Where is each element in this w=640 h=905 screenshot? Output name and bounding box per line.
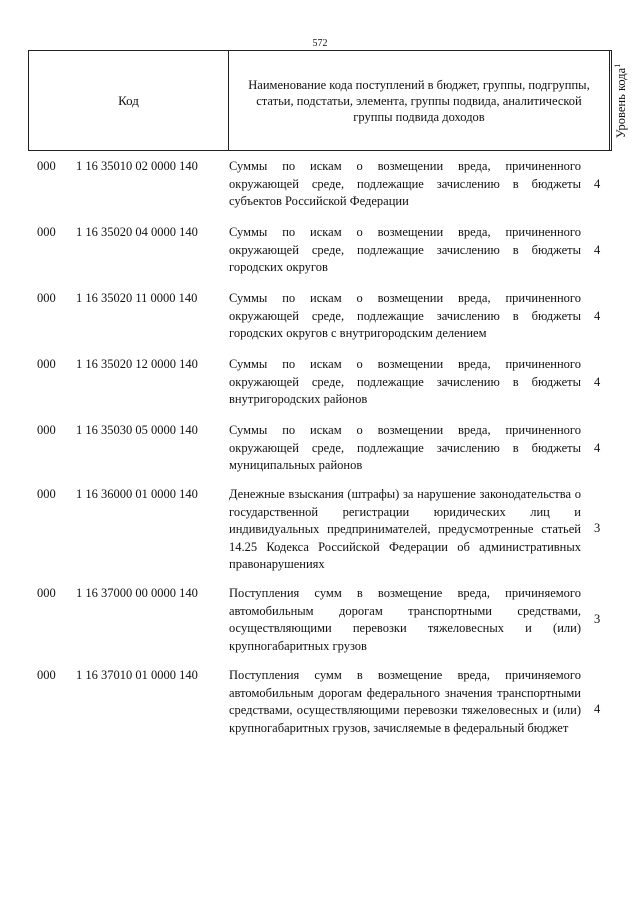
row-description: Суммы по искам о возмещении вреда, причиненного окружающей среде, подлежащие зачислению в бюджеты субъектов Российской Федерации <box>229 159 581 208</box>
header-level-label: Уровень кода <box>614 67 629 138</box>
header-code: Код <box>29 51 229 150</box>
row-level: 4 <box>594 177 601 191</box>
header-level <box>610 51 632 150</box>
row-budget-code: 1 16 36000 01 0000 140 <box>76 487 198 501</box>
header-name: Наименование кода поступлений в бюджет, группы, подгруппы, статьи, подстатьи, элемента, группы подвида, аналитической группы подвида доходов <box>229 51 610 150</box>
row-description: Денежные взыскания (штрафы) за нарушение законодательства о государственной регистрации юридических лиц и индивидуальных предпринимателей, предусмотренные статьей 14.25 Кодекса Российской Федерации об административных правонарушениях <box>229 487 581 571</box>
page-number: 572 <box>312 38 328 49</box>
row-level: 4 <box>594 441 601 455</box>
row-admin-code: 000 <box>37 668 56 682</box>
row-level: 4 <box>594 243 601 257</box>
row-admin-code: 000 <box>37 423 56 437</box>
row-level: 4 <box>594 375 601 389</box>
header-level-text <box>613 63 629 137</box>
row-admin-code: 000 <box>37 159 56 173</box>
row-level: 4 <box>594 702 601 716</box>
row-budget-code: 1 16 37010 01 0000 140 <box>76 668 198 682</box>
row-budget-code: 1 16 35010 02 0000 140 <box>76 159 198 173</box>
row-description: Суммы по искам о возмещении вреда, причиненного окружающей среде, подлежащие зачислению в бюджеты муниципальных районов <box>229 423 581 472</box>
row-description: Поступления сумм в возмещение вреда, причиняемого автомобильным дорогам федерального значения транспортными средствами, осуществляющими перевозки тяжеловесных и (или) крупногабаритных грузов, зачисляемые в федеральный бюджет <box>229 668 581 735</box>
row-description: Суммы по искам о возмещении вреда, причиненного окружающей среде, подлежащие зачислению в бюджеты городских округов <box>229 225 581 274</box>
row-description: Поступления сумм в возмещение вреда, причиняемого автомобильным дорогам транспортными средствами, осуществляющими перевозки тяжеловесных и (или) крупногабаритных грузов <box>229 586 581 653</box>
row-admin-code: 000 <box>37 291 56 305</box>
row-level: 3 <box>594 612 601 626</box>
table-header <box>28 50 629 151</box>
row-budget-code: 1 16 37000 00 0000 140 <box>76 586 198 600</box>
row-budget-code: 1 16 35030 05 0000 140 <box>76 423 198 437</box>
row-level: 4 <box>594 309 601 323</box>
row-budget-code: 1 16 35020 12 0000 140 <box>76 357 198 371</box>
row-admin-code: 000 <box>37 487 56 501</box>
row-admin-code: 000 <box>37 225 56 239</box>
row-description: Суммы по искам о возмещении вреда, причиненного окружающей среде, подлежащие зачислению в бюджеты городских округов с внутригородским делением <box>229 291 581 340</box>
row-level: 3 <box>594 521 601 535</box>
row-budget-code: 1 16 35020 11 0000 140 <box>76 291 198 305</box>
header-level-footnote: 1 <box>612 63 622 68</box>
row-description: Суммы по искам о возмещении вреда, причиненного окружающей среде, подлежащие зачислению в бюджеты внутригородских районов <box>229 357 581 406</box>
row-admin-code: 000 <box>37 586 56 600</box>
row-admin-code: 000 <box>37 357 56 371</box>
row-budget-code: 1 16 35020 04 0000 140 <box>76 225 198 239</box>
